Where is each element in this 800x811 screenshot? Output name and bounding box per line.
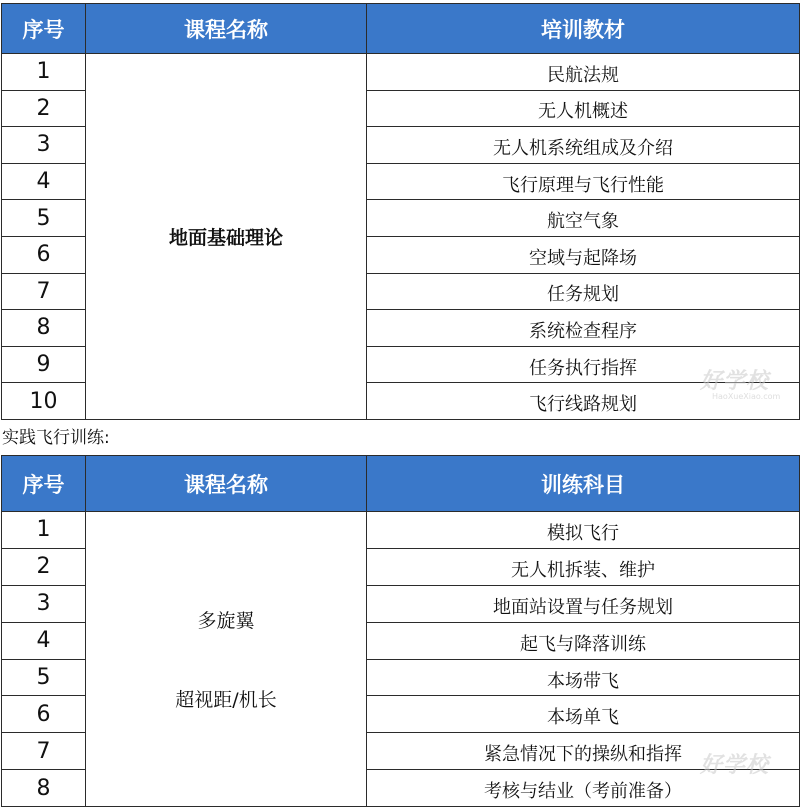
header-training-material: 培训教材: [367, 4, 800, 54]
header-no: 序号: [2, 4, 86, 54]
row-item: 地面站设置与任务规划: [367, 585, 800, 622]
row-number: 8: [2, 310, 86, 347]
watermark-text: 好学校: [700, 753, 770, 778]
row-item: 本场带飞: [367, 659, 800, 696]
row-item: 任务规划: [367, 273, 800, 310]
row-number: 10: [2, 383, 86, 420]
row-number: 7: [2, 733, 86, 770]
header-course-name: 课程名称: [86, 456, 367, 512]
row-item: 民航法规: [367, 54, 800, 91]
table-row: [2, 512, 800, 549]
course-name-cell: 地面基础理论: [86, 54, 367, 420]
row-number: 3: [2, 127, 86, 164]
row-number: 5: [2, 200, 86, 237]
row-number: 5: [2, 659, 86, 696]
watermark-text: 好学校: [700, 369, 770, 394]
row-number: 1: [2, 512, 86, 549]
header-training-subject: 训练科目: [367, 456, 800, 512]
table-header-row: [2, 4, 800, 54]
practice-section-caption: 实践飞行训练:: [2, 428, 110, 448]
course-name-line1: 多旋翼: [197, 610, 255, 633]
course-name-line2: 超视距/机长: [175, 689, 277, 712]
row-number: 4: [2, 622, 86, 659]
row-item: 空域与起降场: [367, 236, 800, 273]
course-name-cell: [86, 512, 367, 807]
row-item: 本场单飞: [367, 696, 800, 733]
row-item: 无人机拆装、维护: [367, 548, 800, 585]
row-item: 任务执行指挥: [367, 346, 800, 383]
row-item: 紧急情况下的操纵和指挥: [367, 733, 800, 770]
row-item: 飞行原理与飞行性能: [367, 163, 800, 200]
row-number: 9: [2, 346, 86, 383]
row-item: 模拟飞行: [367, 512, 800, 549]
row-item: 系统检查程序: [367, 310, 800, 347]
watermark-sub: HaoXueXiao.com: [712, 392, 781, 401]
flight-training-table: [1, 455, 800, 807]
row-number: 6: [2, 696, 86, 733]
row-number: 1: [2, 54, 86, 91]
row-number: 2: [2, 90, 86, 127]
row-number: 7: [2, 273, 86, 310]
row-number: 3: [2, 585, 86, 622]
row-item: 考核与结业（考前准备）: [367, 770, 800, 807]
row-item: 无人机概述: [367, 90, 800, 127]
header-course-name: 课程名称: [86, 4, 367, 54]
row-item: 起飞与降落训练: [367, 622, 800, 659]
header-no: 序号: [2, 456, 86, 512]
row-number: 4: [2, 163, 86, 200]
row-number: 8: [2, 770, 86, 807]
row-item: 航空气象: [367, 200, 800, 237]
row-number: 6: [2, 236, 86, 273]
row-item: 无人机系统组成及介绍: [367, 127, 800, 164]
table-header-row: [2, 456, 800, 512]
row-number: 2: [2, 548, 86, 585]
row-item: 飞行线路规划: [367, 383, 800, 420]
table-row: [2, 54, 800, 91]
theory-course-table: [1, 3, 800, 420]
